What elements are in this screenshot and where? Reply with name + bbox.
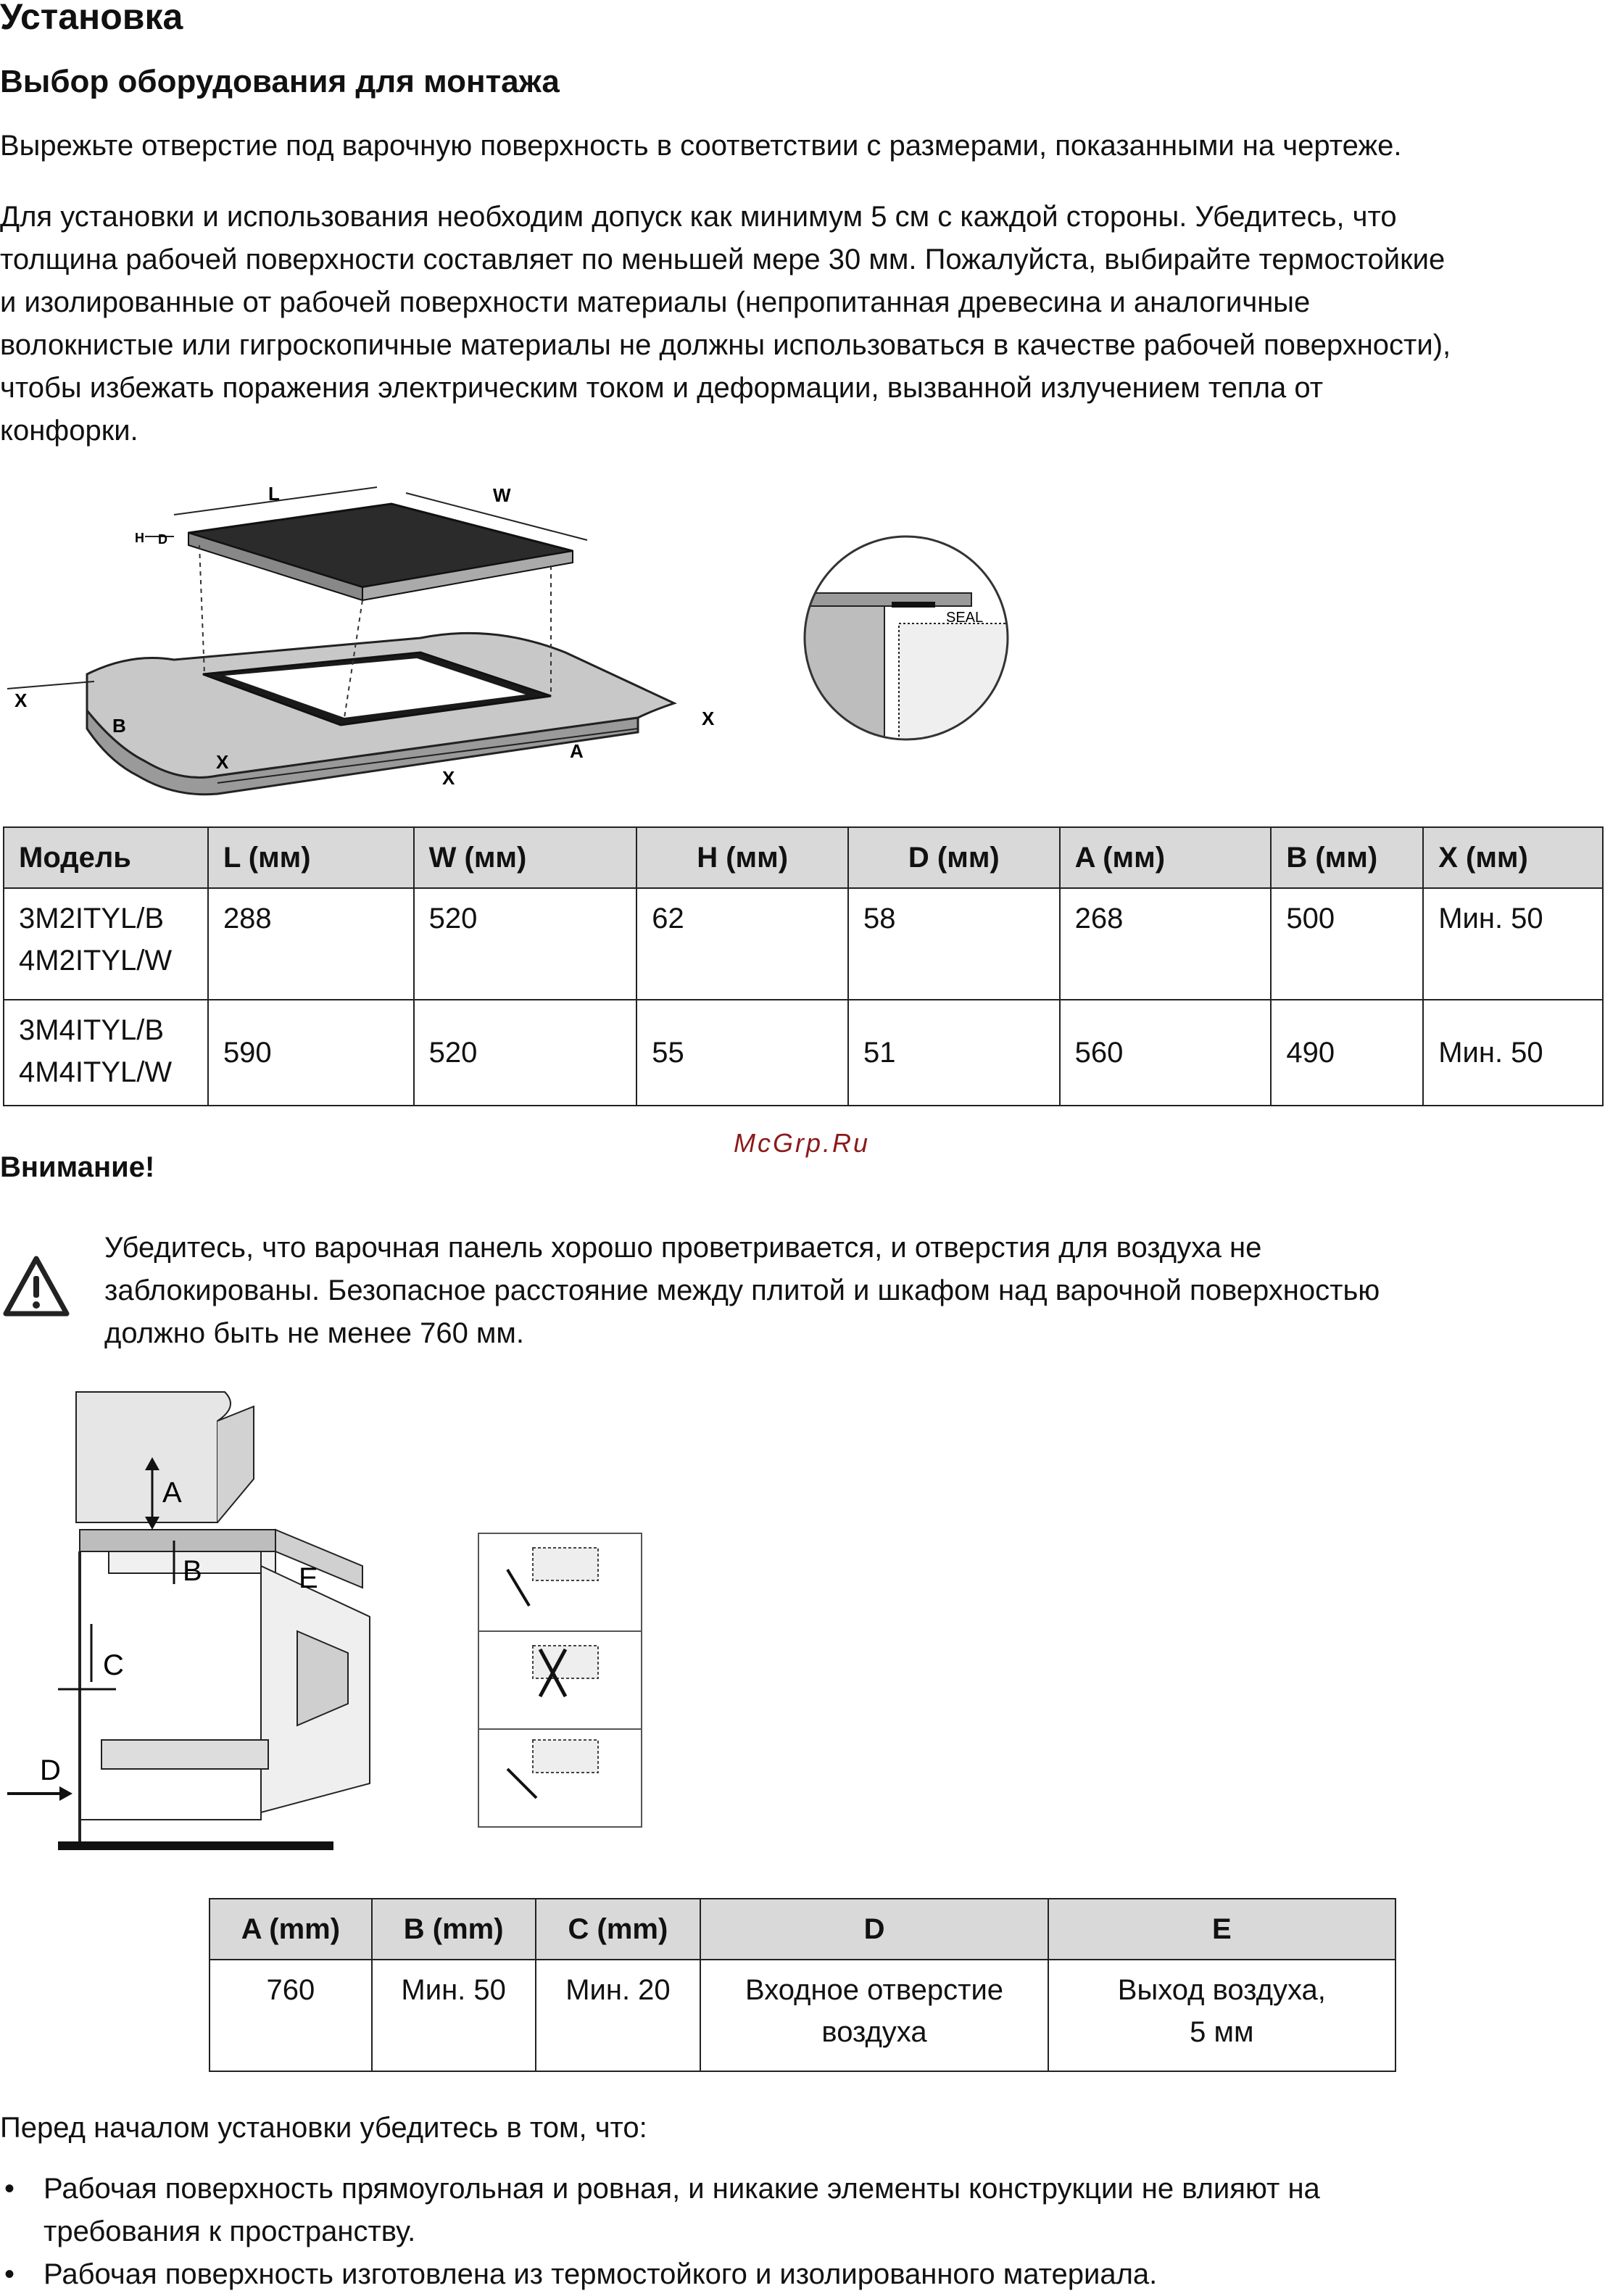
header-W: W (мм) <box>414 827 637 888</box>
label-B: B <box>112 715 126 737</box>
warning-title: Внимание! <box>0 1151 155 1183</box>
seal-detail-diagram <box>797 529 1015 747</box>
table-row <box>4 1000 1603 1106</box>
label-H: H <box>135 531 144 545</box>
cell-model: 3M4ITYL/B 4M4ITYL/W <box>4 1000 208 1106</box>
cell-C: Мин. 20 <box>536 1960 701 2071</box>
label-X-left: X <box>14 689 28 711</box>
cell-B: Мин. 50 <box>372 1960 536 2071</box>
header-D: D <box>700 1899 1048 1960</box>
table-header-row <box>4 827 1603 888</box>
cell-W: 520 <box>414 888 637 1000</box>
cell-X: Мин. 50 <box>1423 888 1603 1000</box>
label-L: L <box>268 483 280 505</box>
vent-label-D: D <box>40 1754 61 1786</box>
watermark: McGrp.Ru <box>734 1128 871 1158</box>
cell-D: Входное отверстие воздуха <box>700 1960 1048 2071</box>
header-B: B (mm) <box>372 1899 536 1960</box>
cell-D: 51 <box>848 1000 1060 1106</box>
header-L: L (мм) <box>208 827 414 888</box>
vent-label-A: A <box>162 1477 182 1509</box>
header-A: A (mm) <box>210 1899 372 1960</box>
cell-A: 760 <box>210 1960 372 2071</box>
section-subtitle: Выбор оборудования для монтажа <box>0 64 560 99</box>
label-W: W <box>493 484 511 506</box>
clearance-paragraph: Для установки и использования необходим допуск как минимум 5 см с каждой стороны. Убедитесь, что толщина рабочей поверхности составляет по меньшей мере 30 мм. Пожалуйста, выбирайте термостойкие и изолированные от рабочей поверхности материалы (непропитанная древесина и аналогичные волокнистые или гигроскопичные материалы не должны использоваться в качестве рабочей поверхности), чтобы избежать поражения электрическим током и деформации, вызванной излучением тепла от конфорки. <box>0 201 1451 447</box>
header-E: E <box>1048 1899 1395 1960</box>
header-A: A (мм) <box>1060 827 1272 888</box>
label-X-front: X <box>216 751 229 773</box>
header-H: H (мм) <box>636 827 848 888</box>
cell-L: 288 <box>208 888 414 1000</box>
cell-D: 58 <box>848 888 1060 1000</box>
vent-panel-wrong <box>478 1631 642 1729</box>
warning-triangle-icon <box>1 1254 71 1319</box>
cell-H: 55 <box>636 1000 848 1106</box>
cell-B: 490 <box>1271 1000 1423 1106</box>
list-item: • Рабочая поверхность прямоугольная и ровная, и никакие элементы конструкции не влияют на требования к пространству. <box>4 2173 1320 2247</box>
cell-H: 62 <box>636 888 848 1000</box>
cell-A: 560 <box>1060 1000 1272 1106</box>
warning-text: Убедитесь, что варочная панель хорошо проветривается, и отверстия для воздуха не заблокированы. Безопасное расстояние между плитой и шкафом над варочной поверхностью должно быть не менее 760 мм. <box>104 1232 1380 1349</box>
label-A: A <box>570 740 584 762</box>
table-row <box>210 1960 1395 2071</box>
cutout-diagram <box>0 471 768 797</box>
vent-label-E: E <box>299 1562 318 1594</box>
cell-X: Мин. 50 <box>1423 1000 1603 1106</box>
header-D: D (мм) <box>848 827 1060 888</box>
dimensions-table <box>3 826 1604 1106</box>
ventilation-table <box>209 1898 1396 2072</box>
cell-B: 500 <box>1271 888 1423 1000</box>
cell-L: 590 <box>208 1000 414 1106</box>
cell-model: 3M2ITYL/B 4M2ITYL/W <box>4 888 208 1000</box>
page-title: Установка <box>0 0 183 37</box>
label-X-right: X <box>702 708 715 729</box>
header-B: B (мм) <box>1271 827 1423 888</box>
list-item: • Рабочая поверхность изготовлена из термостойкого и изолированного материала. <box>4 2258 1158 2290</box>
vent-panel-correct-2 <box>478 1729 642 1827</box>
header-X: X (мм) <box>1423 827 1603 888</box>
header-C: C (mm) <box>536 1899 701 1960</box>
cell-W: 520 <box>414 1000 637 1106</box>
vent-label-B: B <box>183 1555 202 1587</box>
label-D: D <box>158 532 167 547</box>
before-install-text: Перед началом установки убедитесь в том, что: <box>0 2112 647 2144</box>
cell-E: Выход воздуха, 5 мм <box>1048 1960 1395 2071</box>
cutout-paragraph: Вырежьте отверстие под варочную поверхность в соответствии с размерами, показанными на чертеже. <box>0 130 1402 162</box>
table-header-row <box>210 1899 1395 1960</box>
cell-A: 268 <box>1060 888 1272 1000</box>
vent-label-C: C <box>103 1649 124 1681</box>
seal-label: SEAL <box>946 610 984 626</box>
label-X-bottom: X <box>442 767 455 789</box>
requirements-list <box>0 2168 1605 2296</box>
ventilation-diagram <box>0 1377 667 1870</box>
table-row <box>4 888 1603 1000</box>
vent-panel-correct-1 <box>478 1533 642 1631</box>
header-model: Модель <box>4 827 208 888</box>
